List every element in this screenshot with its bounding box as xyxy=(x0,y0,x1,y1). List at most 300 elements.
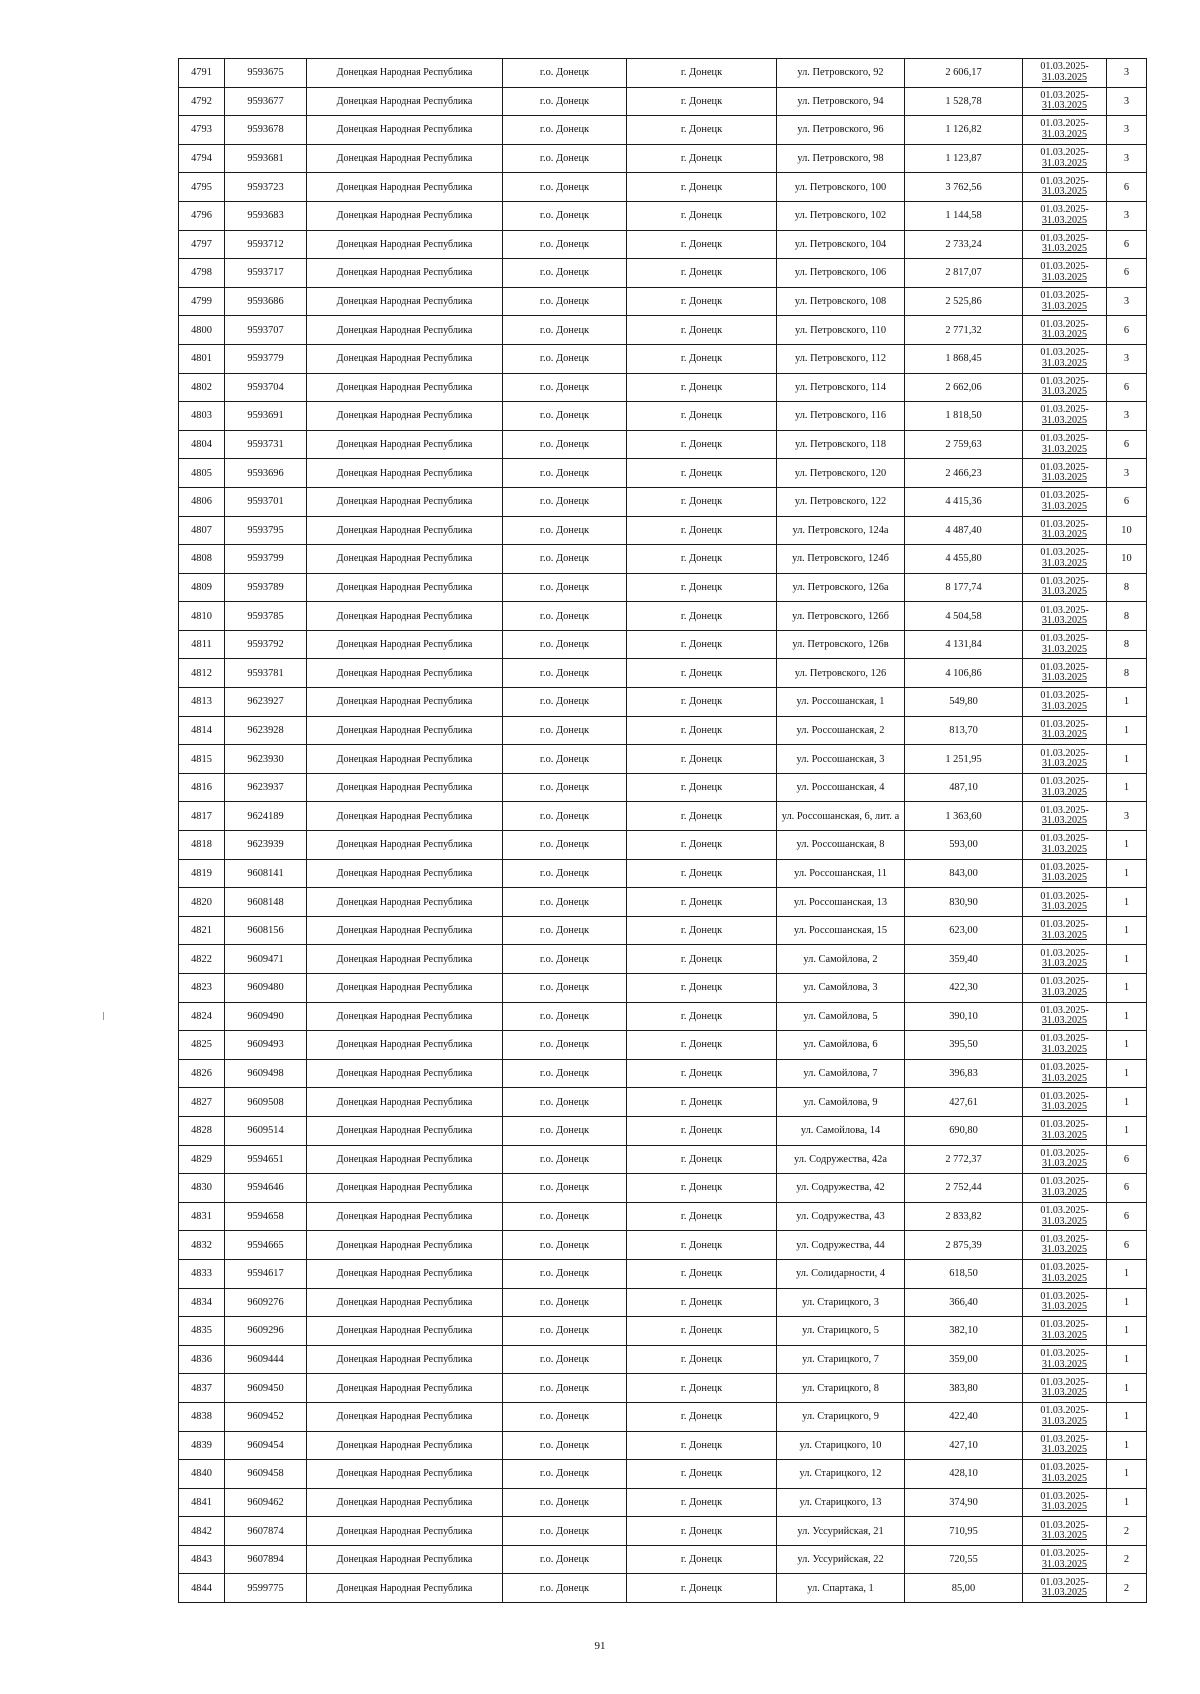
cell-row-number: 4805 xyxy=(179,459,225,488)
cell-object-id: 9593696 xyxy=(225,459,307,488)
table-row xyxy=(179,59,1147,88)
cell-city: г. Донецк xyxy=(627,287,777,316)
cell-address: ул. Уссурийская, 22 xyxy=(777,1545,905,1574)
cell-area: 4 487,40 xyxy=(905,516,1023,545)
cell-city: г. Донецк xyxy=(627,316,777,345)
cell-city: г. Донецк xyxy=(627,545,777,574)
cell-district: г.о. Донецк xyxy=(503,516,627,545)
cell-district: г.о. Донецк xyxy=(503,1545,627,1574)
period-end: 31.03.2025 xyxy=(1042,1215,1087,1227)
table-row xyxy=(179,802,1147,831)
cell-region: Донецкая Народная Республика xyxy=(307,1288,503,1317)
period-end: 31.03.2025 xyxy=(1042,700,1087,712)
cell-area: 720,55 xyxy=(905,1545,1023,1574)
cell-area: 2 817,07 xyxy=(905,259,1023,288)
period-end: 31.03.2025 xyxy=(1042,1158,1087,1170)
cell-object-id: 9609450 xyxy=(225,1374,307,1403)
cell-row-number: 4806 xyxy=(179,487,225,516)
cell-count: 1 xyxy=(1107,888,1147,917)
cell-period xyxy=(1023,373,1107,402)
cell-count: 10 xyxy=(1107,516,1147,545)
cell-object-id: 9594646 xyxy=(225,1174,307,1203)
cell-city: г. Донецк xyxy=(627,59,777,88)
cell-area: 422,30 xyxy=(905,974,1023,1003)
cell-area: 383,80 xyxy=(905,1374,1023,1403)
cell-city: г. Донецк xyxy=(627,573,777,602)
cell-address: ул. Петровского, 92 xyxy=(777,59,905,88)
cell-address: ул. Петровского, 126 xyxy=(777,659,905,688)
cell-city: г. Донецк xyxy=(627,516,777,545)
cell-district: г.о. Донецк xyxy=(503,1431,627,1460)
cell-object-id: 9593678 xyxy=(225,116,307,145)
period-end: 31.03.2025 xyxy=(1042,643,1087,655)
cell-period xyxy=(1023,1431,1107,1460)
cell-address: ул. Самойлова, 6 xyxy=(777,1031,905,1060)
cell-row-number: 4842 xyxy=(179,1517,225,1546)
cell-address: ул. Уссурийская, 21 xyxy=(777,1517,905,1546)
cell-period xyxy=(1023,1460,1107,1489)
cell-address: ул. Старицкого, 7 xyxy=(777,1345,905,1374)
cell-row-number: 4811 xyxy=(179,630,225,659)
table-row xyxy=(179,1545,1147,1574)
cell-object-id: 9594651 xyxy=(225,1145,307,1174)
table-row xyxy=(179,487,1147,516)
cell-period xyxy=(1023,144,1107,173)
cell-address: ул. Петровского, 124б xyxy=(777,545,905,574)
cell-region: Донецкая Народная Республика xyxy=(307,1145,503,1174)
cell-address: ул. Петровского, 108 xyxy=(777,287,905,316)
cell-address: ул. Содружества, 43 xyxy=(777,1202,905,1231)
cell-object-id: 9608156 xyxy=(225,916,307,945)
cell-district: г.о. Донецк xyxy=(503,831,627,860)
cell-city: г. Донецк xyxy=(627,1231,777,1260)
period-start: 01.03.2025- xyxy=(1040,1062,1089,1074)
cell-city: г. Донецк xyxy=(627,716,777,745)
cell-row-number: 4808 xyxy=(179,545,225,574)
period-end: 31.03.2025 xyxy=(1042,1530,1087,1542)
cell-city: г. Донецк xyxy=(627,1517,777,1546)
cell-area: 1 528,78 xyxy=(905,87,1023,116)
cell-district: г.о. Донецк xyxy=(503,745,627,774)
cell-city: г. Донецк xyxy=(627,1431,777,1460)
cell-area: 4 131,84 xyxy=(905,630,1023,659)
cell-period xyxy=(1023,688,1107,717)
cell-region: Донецкая Народная Республика xyxy=(307,1174,503,1203)
cell-area: 4 415,36 xyxy=(905,487,1023,516)
cell-region: Донецкая Народная Республика xyxy=(307,1231,503,1260)
cell-region: Донецкая Народная Республика xyxy=(307,144,503,173)
cell-district: г.о. Донецк xyxy=(503,1288,627,1317)
period-end: 31.03.2025 xyxy=(1042,1301,1087,1313)
cell-count: 10 xyxy=(1107,545,1147,574)
cell-city: г. Донецк xyxy=(627,230,777,259)
period-start: 01.03.2025- xyxy=(1040,89,1089,101)
cell-object-id: 9609458 xyxy=(225,1460,307,1489)
period-start: 01.03.2025- xyxy=(1040,804,1089,816)
table-row xyxy=(179,516,1147,545)
cell-row-number: 4802 xyxy=(179,373,225,402)
cell-region: Донецкая Народная Республика xyxy=(307,1431,503,1460)
cell-city: г. Донецк xyxy=(627,116,777,145)
cell-period xyxy=(1023,173,1107,202)
cell-region: Донецкая Народная Республика xyxy=(307,802,503,831)
cell-count: 3 xyxy=(1107,287,1147,316)
cell-count: 1 xyxy=(1107,974,1147,1003)
cell-row-number: 4793 xyxy=(179,116,225,145)
cell-object-id: 9609444 xyxy=(225,1345,307,1374)
cell-city: г. Донецк xyxy=(627,630,777,659)
cell-area: 487,10 xyxy=(905,773,1023,802)
cell-period xyxy=(1023,230,1107,259)
period-start: 01.03.2025- xyxy=(1040,1548,1089,1560)
cell-object-id: 9593795 xyxy=(225,516,307,545)
cell-address: ул. Россошанская, 11 xyxy=(777,859,905,888)
cell-count: 1 xyxy=(1107,688,1147,717)
cell-region: Донецкая Народная Республика xyxy=(307,516,503,545)
cell-address: ул. Старицкого, 13 xyxy=(777,1488,905,1517)
period-end: 31.03.2025 xyxy=(1042,1015,1087,1027)
cell-period xyxy=(1023,1145,1107,1174)
cell-area: 2 875,39 xyxy=(905,1231,1023,1260)
table-row xyxy=(179,773,1147,802)
cell-district: г.о. Донецк xyxy=(503,230,627,259)
cell-count: 1 xyxy=(1107,1431,1147,1460)
cell-district: г.о. Донецк xyxy=(503,1402,627,1431)
cell-row-number: 4833 xyxy=(179,1259,225,1288)
cell-city: г. Донецк xyxy=(627,1545,777,1574)
cell-object-id: 9609480 xyxy=(225,974,307,1003)
cell-area: 2 525,86 xyxy=(905,287,1023,316)
cell-address: ул. Петровского, 112 xyxy=(777,344,905,373)
cell-city: г. Донецк xyxy=(627,259,777,288)
period-start: 01.03.2025- xyxy=(1040,461,1089,473)
cell-district: г.о. Донецк xyxy=(503,716,627,745)
table-row xyxy=(179,916,1147,945)
cell-period xyxy=(1023,974,1107,1003)
cell-address: ул. Старицкого, 3 xyxy=(777,1288,905,1317)
table-row xyxy=(179,859,1147,888)
cell-district: г.о. Донецк xyxy=(503,487,627,516)
table-row xyxy=(179,344,1147,373)
cell-count: 1 xyxy=(1107,1317,1147,1346)
period-start: 01.03.2025- xyxy=(1040,347,1089,359)
cell-city: г. Донецк xyxy=(627,1116,777,1145)
cell-period xyxy=(1023,487,1107,516)
cell-period xyxy=(1023,630,1107,659)
table-row xyxy=(179,201,1147,230)
cell-row-number: 4792 xyxy=(179,87,225,116)
cell-row-number: 4825 xyxy=(179,1031,225,1060)
scan-artifact-mark xyxy=(103,1012,104,1020)
cell-district: г.о. Донецк xyxy=(503,1374,627,1403)
cell-address: ул. Самойлова, 9 xyxy=(777,1088,905,1117)
cell-period xyxy=(1023,116,1107,145)
cell-city: г. Донецк xyxy=(627,344,777,373)
cell-row-number: 4841 xyxy=(179,1488,225,1517)
period-end: 31.03.2025 xyxy=(1042,214,1087,226)
cell-city: г. Донецк xyxy=(627,373,777,402)
cell-count: 8 xyxy=(1107,573,1147,602)
table-row xyxy=(179,1574,1147,1603)
cell-region: Донецкая Народная Республика xyxy=(307,1574,503,1603)
period-start: 01.03.2025- xyxy=(1040,147,1089,159)
cell-region: Донецкая Народная Республика xyxy=(307,173,503,202)
table-row xyxy=(179,945,1147,974)
cell-row-number: 4840 xyxy=(179,1460,225,1489)
cell-period xyxy=(1023,59,1107,88)
cell-period xyxy=(1023,831,1107,860)
cell-district: г.о. Донецк xyxy=(503,1145,627,1174)
page-number: 91 xyxy=(594,1640,606,1652)
cell-row-number: 4838 xyxy=(179,1402,225,1431)
table-row xyxy=(179,316,1147,345)
cell-object-id: 9609276 xyxy=(225,1288,307,1317)
cell-count: 6 xyxy=(1107,230,1147,259)
cell-city: г. Донецк xyxy=(627,1088,777,1117)
cell-object-id: 9594658 xyxy=(225,1202,307,1231)
cell-object-id: 9609508 xyxy=(225,1088,307,1117)
cell-count: 3 xyxy=(1107,201,1147,230)
cell-city: г. Донецк xyxy=(627,688,777,717)
cell-district: г.о. Донецк xyxy=(503,116,627,145)
cell-row-number: 4822 xyxy=(179,945,225,974)
period-start: 01.03.2025- xyxy=(1040,947,1089,959)
cell-area: 427,61 xyxy=(905,1088,1023,1117)
cell-period xyxy=(1023,573,1107,602)
period-end: 31.03.2025 xyxy=(1042,1472,1087,1484)
cell-region: Донецкая Народная Республика xyxy=(307,1460,503,1489)
cell-area: 2 771,32 xyxy=(905,316,1023,345)
period-end: 31.03.2025 xyxy=(1042,1186,1087,1198)
cell-address: ул. Россошанская, 6, лит. а xyxy=(777,802,905,831)
cell-row-number: 4798 xyxy=(179,259,225,288)
cell-address: ул. Петровского, 100 xyxy=(777,173,905,202)
cell-row-number: 4819 xyxy=(179,859,225,888)
table-row xyxy=(179,545,1147,574)
cell-address: ул. Петровского, 118 xyxy=(777,430,905,459)
cell-row-number: 4800 xyxy=(179,316,225,345)
cell-area: 2 833,82 xyxy=(905,1202,1023,1231)
period-end: 31.03.2025 xyxy=(1042,300,1087,312)
cell-city: г. Донецк xyxy=(627,1488,777,1517)
table-row xyxy=(179,1460,1147,1489)
period-end: 31.03.2025 xyxy=(1042,1329,1087,1341)
cell-district: г.о. Донецк xyxy=(503,802,627,831)
cell-city: г. Донецк xyxy=(627,1059,777,1088)
cell-count: 6 xyxy=(1107,173,1147,202)
cell-region: Донецкая Народная Республика xyxy=(307,402,503,431)
table-row xyxy=(179,659,1147,688)
cell-row-number: 4815 xyxy=(179,745,225,774)
cell-city: г. Донецк xyxy=(627,201,777,230)
cell-address: ул. Петровского, 126б xyxy=(777,602,905,631)
cell-district: г.о. Донецк xyxy=(503,602,627,631)
cell-object-id: 9607894 xyxy=(225,1545,307,1574)
period-start: 01.03.2025- xyxy=(1040,1176,1089,1188)
period-start: 01.03.2025- xyxy=(1040,433,1089,445)
period-start: 01.03.2025- xyxy=(1040,1405,1089,1417)
cell-district: г.о. Донецк xyxy=(503,1317,627,1346)
cell-region: Донецкая Народная Республика xyxy=(307,573,503,602)
cell-district: г.о. Донецк xyxy=(503,459,627,488)
cell-row-number: 4804 xyxy=(179,430,225,459)
cell-area: 1 251,95 xyxy=(905,745,1023,774)
cell-city: г. Донецк xyxy=(627,945,777,974)
cell-period xyxy=(1023,659,1107,688)
cell-district: г.о. Донецк xyxy=(503,1088,627,1117)
period-start: 01.03.2025- xyxy=(1040,175,1089,187)
cell-period xyxy=(1023,201,1107,230)
cell-object-id: 9623937 xyxy=(225,773,307,802)
cell-district: г.о. Донецк xyxy=(503,1259,627,1288)
period-start: 01.03.2025- xyxy=(1040,1462,1089,1474)
cell-object-id: 9608148 xyxy=(225,888,307,917)
period-end: 31.03.2025 xyxy=(1042,271,1087,283)
cell-object-id: 9593707 xyxy=(225,316,307,345)
cell-row-number: 4827 xyxy=(179,1088,225,1117)
cell-count: 1 xyxy=(1107,773,1147,802)
period-start: 01.03.2025- xyxy=(1040,1519,1089,1531)
registry-table xyxy=(178,58,1147,1603)
cell-area: 813,70 xyxy=(905,716,1023,745)
cell-region: Донецкая Народная Республика xyxy=(307,230,503,259)
cell-count: 3 xyxy=(1107,344,1147,373)
cell-district: г.о. Донецк xyxy=(503,173,627,202)
cell-count: 6 xyxy=(1107,1231,1147,1260)
period-end: 31.03.2025 xyxy=(1042,386,1087,398)
cell-row-number: 4814 xyxy=(179,716,225,745)
cell-region: Донецкая Народная Республика xyxy=(307,831,503,860)
cell-period xyxy=(1023,716,1107,745)
period-end: 31.03.2025 xyxy=(1042,157,1087,169)
period-end: 31.03.2025 xyxy=(1042,357,1087,369)
cell-district: г.о. Донецк xyxy=(503,373,627,402)
cell-period xyxy=(1023,1202,1107,1231)
period-start: 01.03.2025- xyxy=(1040,747,1089,759)
period-start: 01.03.2025- xyxy=(1040,1290,1089,1302)
cell-period xyxy=(1023,430,1107,459)
cell-object-id: 9593701 xyxy=(225,487,307,516)
period-start: 01.03.2025- xyxy=(1040,404,1089,416)
cell-count: 6 xyxy=(1107,487,1147,516)
table-row xyxy=(179,1517,1147,1546)
cell-area: 85,00 xyxy=(905,1574,1023,1603)
cell-district: г.о. Донецк xyxy=(503,945,627,974)
cell-period xyxy=(1023,945,1107,974)
period-end: 31.03.2025 xyxy=(1042,557,1087,569)
cell-district: г.о. Донецк xyxy=(503,201,627,230)
cell-district: г.о. Донецк xyxy=(503,1460,627,1489)
cell-region: Донецкая Народная Республика xyxy=(307,201,503,230)
cell-region: Донецкая Народная Республика xyxy=(307,287,503,316)
cell-count: 8 xyxy=(1107,630,1147,659)
period-start: 01.03.2025- xyxy=(1040,1147,1089,1159)
cell-district: г.о. Донецк xyxy=(503,1517,627,1546)
cell-object-id: 9624189 xyxy=(225,802,307,831)
period-end: 31.03.2025 xyxy=(1042,1415,1087,1427)
period-end: 31.03.2025 xyxy=(1042,414,1087,426)
cell-city: г. Донецк xyxy=(627,659,777,688)
table-row xyxy=(179,173,1147,202)
cell-district: г.о. Донецк xyxy=(503,1231,627,1260)
table-row xyxy=(179,144,1147,173)
cell-city: г. Донецк xyxy=(627,144,777,173)
table-row xyxy=(179,745,1147,774)
cell-address: ул. Старицкого, 9 xyxy=(777,1402,905,1431)
cell-row-number: 4835 xyxy=(179,1317,225,1346)
cell-object-id: 9593799 xyxy=(225,545,307,574)
period-start: 01.03.2025- xyxy=(1040,547,1089,559)
cell-district: г.о. Донецк xyxy=(503,59,627,88)
cell-count: 1 xyxy=(1107,1288,1147,1317)
cell-count: 3 xyxy=(1107,459,1147,488)
period-end: 31.03.2025 xyxy=(1042,986,1087,998)
cell-count: 1 xyxy=(1107,1488,1147,1517)
cell-row-number: 4829 xyxy=(179,1145,225,1174)
cell-region: Донецкая Народная Республика xyxy=(307,116,503,145)
cell-period xyxy=(1023,1231,1107,1260)
period-start: 01.03.2025- xyxy=(1040,633,1089,645)
cell-district: г.о. Донецк xyxy=(503,1345,627,1374)
period-start: 01.03.2025- xyxy=(1040,690,1089,702)
cell-row-number: 4795 xyxy=(179,173,225,202)
period-end: 31.03.2025 xyxy=(1042,843,1087,855)
cell-row-number: 4799 xyxy=(179,287,225,316)
cell-row-number: 4818 xyxy=(179,831,225,860)
cell-region: Донецкая Народная Республика xyxy=(307,1517,503,1546)
period-start: 01.03.2025- xyxy=(1040,1262,1089,1274)
period-start: 01.03.2025- xyxy=(1040,1004,1089,1016)
period-end: 31.03.2025 xyxy=(1042,243,1087,255)
cell-count: 1 xyxy=(1107,716,1147,745)
cell-count: 3 xyxy=(1107,116,1147,145)
cell-period xyxy=(1023,1002,1107,1031)
cell-count: 1 xyxy=(1107,745,1147,774)
period-start: 01.03.2025- xyxy=(1040,833,1089,845)
cell-city: г. Донецк xyxy=(627,745,777,774)
cell-region: Донецкая Народная Республика xyxy=(307,945,503,974)
table-row xyxy=(179,831,1147,860)
period-start: 01.03.2025- xyxy=(1040,861,1089,873)
cell-city: г. Донецк xyxy=(627,1574,777,1603)
cell-count: 3 xyxy=(1107,402,1147,431)
period-start: 01.03.2025- xyxy=(1040,518,1089,530)
cell-region: Донецкая Народная Республика xyxy=(307,344,503,373)
table-row xyxy=(179,1116,1147,1145)
cell-region: Донецкая Народная Республика xyxy=(307,87,503,116)
cell-region: Донецкая Народная Республика xyxy=(307,1116,503,1145)
cell-area: 1 126,82 xyxy=(905,116,1023,145)
cell-row-number: 4796 xyxy=(179,201,225,230)
cell-period xyxy=(1023,802,1107,831)
cell-address: ул. Самойлова, 2 xyxy=(777,945,905,974)
cell-row-number: 4830 xyxy=(179,1174,225,1203)
cell-count: 6 xyxy=(1107,1174,1147,1203)
cell-city: г. Донецк xyxy=(627,1174,777,1203)
cell-region: Донецкая Народная Республика xyxy=(307,259,503,288)
cell-area: 1 868,45 xyxy=(905,344,1023,373)
period-end: 31.03.2025 xyxy=(1042,729,1087,741)
cell-region: Донецкая Народная Республика xyxy=(307,1488,503,1517)
cell-area: 2 466,23 xyxy=(905,459,1023,488)
cell-object-id: 9593712 xyxy=(225,230,307,259)
cell-object-id: 9593717 xyxy=(225,259,307,288)
cell-count: 6 xyxy=(1107,373,1147,402)
cell-city: г. Донецк xyxy=(627,916,777,945)
cell-count: 6 xyxy=(1107,430,1147,459)
cell-address: ул. Самойлова, 3 xyxy=(777,974,905,1003)
cell-district: г.о. Донецк xyxy=(503,87,627,116)
